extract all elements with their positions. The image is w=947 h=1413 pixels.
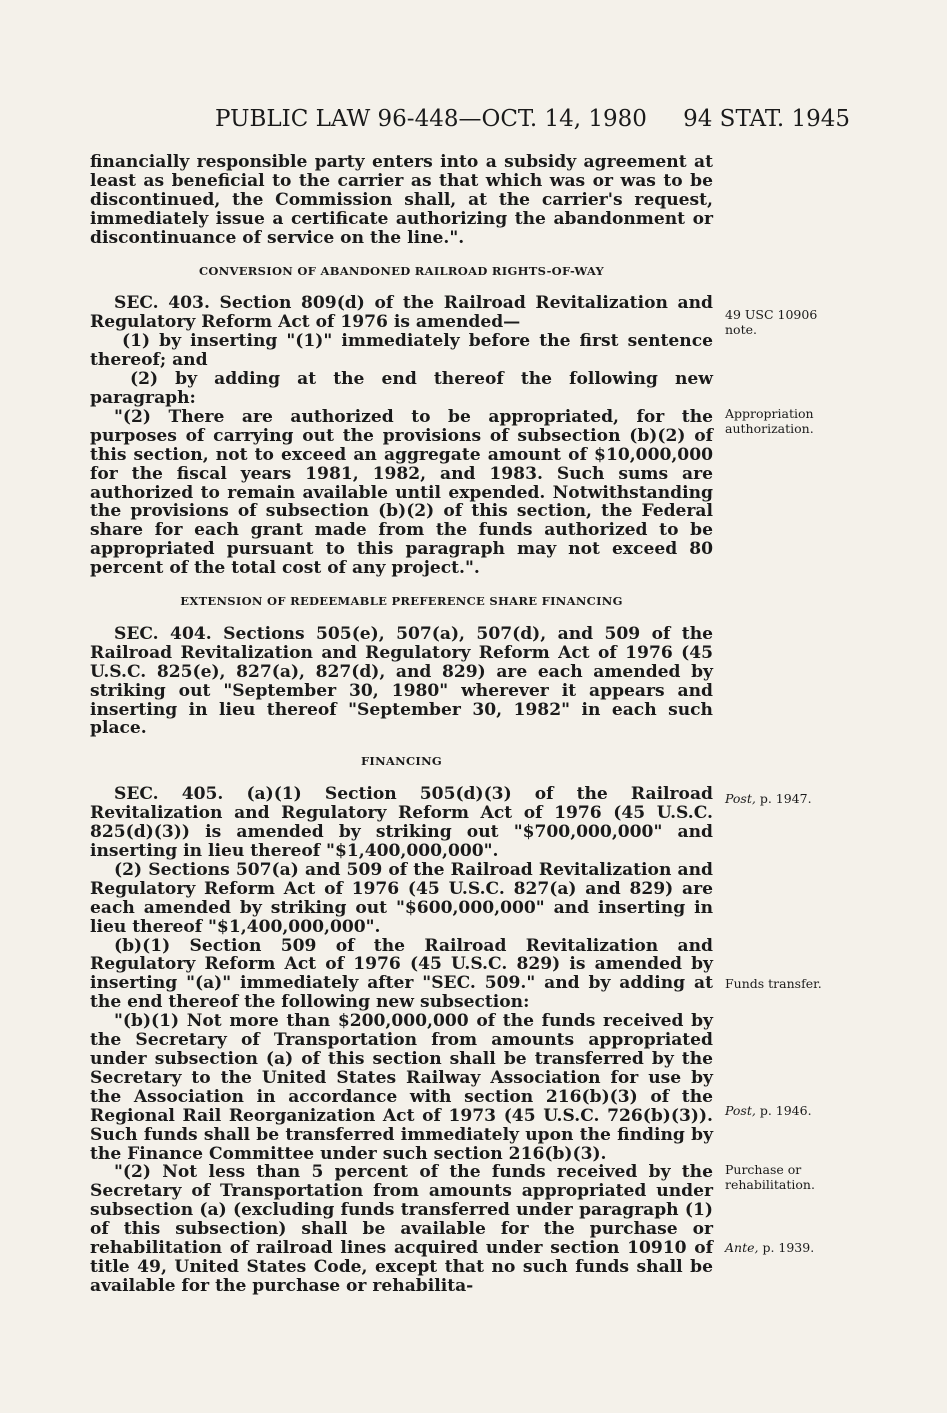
margin-note-appropriation: Appropriation authorization. bbox=[725, 406, 814, 436]
margin-note-purchase: Purchase or rehabilitation. bbox=[725, 1162, 815, 1192]
section-403: SEC. 403. Section 809(d) of the Railroad Revitalization and Regulatory Reform Act of 1976 is amended— bbox=[90, 293, 713, 333]
section-403-clause-1: (1) by inserting "(1)" immediately before the first sentence thereof; and bbox=[90, 331, 713, 371]
margin-note-usc: 49 USC 10906 note. bbox=[725, 307, 818, 337]
margin-note-funds-transfer: Funds transfer. bbox=[725, 976, 822, 991]
section-405-quoted-b2: "(2) Not less than 5 percent of the funds received by the Secretary of Transportation from amounts appropriated under subsection (a) (excluding funds transferred under paragraph (1) of this subsection) shall be available for the purchase or rehabilitation of railroad lines acquired under section 10910 of title 49, United States Code, except that no such funds shall be available for the purchase or rehabilita- bbox=[90, 1162, 713, 1296]
section-heading-extension: EXTENSION OF REDEEMABLE PREFERENCE SHARE FINANCING bbox=[180, 594, 623, 609]
section-403-quoted-paragraph: "(2) There are authorized to be appropriated, for the purposes of carrying out the provisions of subsection (b)(2) of this section, not to exceed an aggregate amount of $10,000,000 for the fiscal years 1981, 1982, and 1983. Such sums are authorized to remain available until expended. Notwithstanding the provisions of subsection (b)(2) of this section, the Federal share for each grant made from the funds authorized to be appropriated pursuant to this paragraph may not exceed 80 percent of the total cost of any project.". bbox=[90, 406, 713, 579]
page-header bbox=[90, 106, 850, 136]
header-stat-citation: 94 STAT. 1945 bbox=[683, 106, 850, 132]
margin-note-post-1947: Post, p. 1947. bbox=[725, 791, 812, 806]
section-heading-conversion: CONVERSION OF ABANDONED RAILROAD RIGHTS-OF-WAY bbox=[198, 263, 605, 278]
header-title: PUBLIC LAW 96-448—OCT. 14, 1980 bbox=[215, 106, 647, 132]
section-405-a1: SEC. 405. (a)(1) Section 505(d)(3) of the Railroad Revitalization and Regulatory Reform Act of 1976 (45 U.S.C. 825(d)(3)) is amended by striking out "$700,000,000" and inserting in lieu thereof "$1,400,000,000". bbox=[90, 784, 713, 861]
section-403-clause-2: (2) by adding at the end thereof the following new paragraph: bbox=[90, 369, 713, 408]
section-heading-financing: FINANCING bbox=[360, 754, 443, 769]
section-405-b1: (b)(1) Section 509 of the Railroad Revitalization and Regulatory Reform Act of 1976 (45 U.S.C. 829) is amended by inserting "(a)" immediately after "SEC. 509." and by adding at the end thereof the following new subsection: bbox=[90, 935, 713, 1013]
section-405-quoted-b1: "(b)(1) Not more than $200,000,000 of the funds received by the Secretary of Transportation from amounts appropriated under subsection (a) of this section shall be transferred by the Secretary to the United States Railway Association for use by the Association in accordance with section 216(b)(3) of the Regional Rail Reorganization Act of 1973 (45 U.S.C. 726(b)(3)). Such funds shall be transferred immediately upon the finding by the Finance Committee under such section 216(b)(3). bbox=[90, 1011, 713, 1164]
margin-note-ante-1939: Ante, p. 1939. bbox=[725, 1240, 815, 1255]
continued-paragraph: financially responsible party enters into a subsidy agreement at least as beneficial to the carrier as that which was or was to be discontinued, the Commission shall, at the carrier's request, immediately issue a certificate authorizing the abandonment or discontinuance of service on the line.". bbox=[90, 152, 713, 248]
margin-note-post-1946: Post, p. 1946. bbox=[725, 1103, 812, 1118]
body-text bbox=[90, 153, 713, 1296]
section-404: SEC. 404. Sections 505(e), 507(a), 507(d), and 509 of the Railroad Revitalization and Regulatory Reform Act of 1976 (45 U.S.C. 825(e), 827(a), 827(d), and 829) are each amended by striking out "September 30, 1980" wherever it appears and inserting in lieu thereof "September 30, 1982" in each such place. bbox=[90, 623, 713, 739]
section-405-a2: (2) Sections 507(a) and 509 of the Railroad Revitalization and Regulatory Reform Act of 1976 (45 U.S.C. 827(a) and 829) are each amended by striking out "$600,000,000" and inserting in lieu thereof "$1,400,000,000". bbox=[90, 859, 713, 937]
